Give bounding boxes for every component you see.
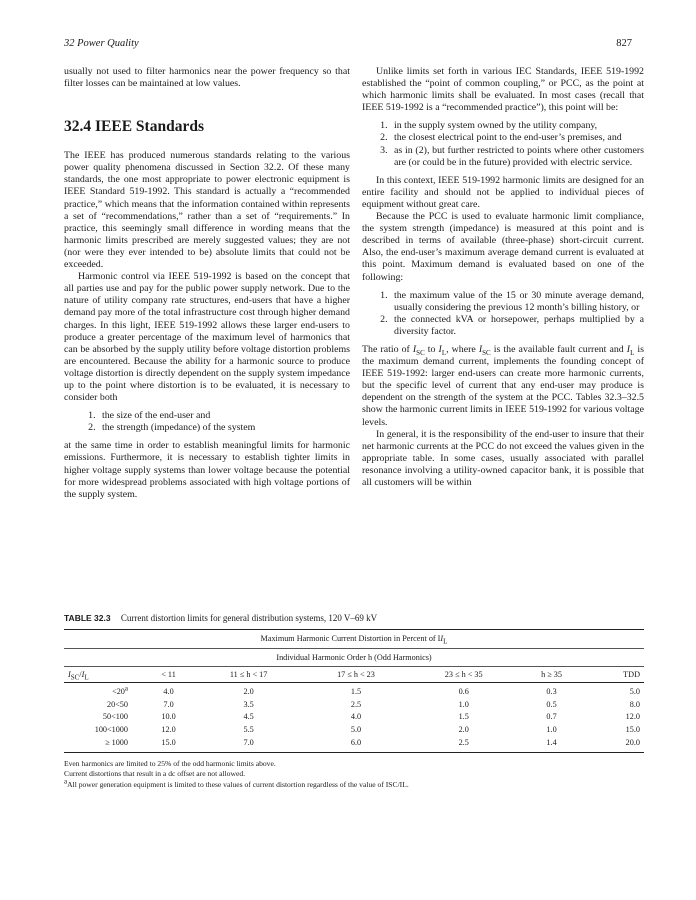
table-cell: 1.0: [546, 724, 557, 734]
column-header: h ≥ 35: [541, 670, 562, 680]
paragraph: In this context, IEEE 519-1992 harmonic limits are designed for an entire facility and should not be applied to individual pieces of equipment without great care.: [362, 174, 644, 210]
paragraph: Harmonic control via IEEE 519-1992 is based on the concept that all parties use and pay for the public power supply network. Due to the nature of utility company rate structures, end-users that have a higher demand pay more of the total infrastructure cost through higher demand charges. In this light, IEEE 519-1992 allows these larger end-users to produce a greater percentage of the maximum level of harmonics that can be absorbed by the supply utility before voltage distortion problems are encountered. Because the ability for a harmonic source to produce voltage distortion is directly dependent on the supply system impedance up to the point where distortion is to be evaluated, it is necessary to consider both: [64, 271, 350, 404]
column-header: 17 ≤ h < 23: [337, 670, 375, 680]
paragraph-intro: usually not used to filter harmonics near the power frequency so that filter losses can be maintained at low values.: [64, 66, 350, 90]
column-header: < 11: [161, 670, 176, 680]
table-row: [64, 711, 644, 724]
table-cell: 0.5: [546, 699, 557, 709]
column-header: TDD: [623, 670, 640, 680]
table-note: Even harmonics are limited to 25% of the odd harmonic limits above.: [64, 759, 276, 769]
table-cell: 0.6: [458, 687, 469, 697]
table-cell: 8.0: [629, 699, 640, 709]
paragraph: Because the PCC is used to evaluate harmonic limit compliance, the system strength (impedance) is measured at this point and is described in terms of available (three-phase) short-circuit current. Also, the end-user’s maximum average demand current is evaluated at this point. Maximum demand is evaluated based on one of the following:: [362, 211, 644, 283]
table-32-3: [64, 613, 644, 790]
table-span-header-harmonic-order: Individual Harmonic Order h (Odd Harmonics): [276, 652, 432, 662]
table-cell: 4.5: [243, 712, 254, 722]
column-header: $I_{SC}/I_L$: [68, 670, 89, 682]
table-cell: 15.0: [625, 724, 640, 734]
table-cell: 7.0: [163, 699, 174, 709]
numbered-list: [64, 410, 350, 434]
table-cell: 1.4: [546, 737, 557, 747]
table-caption-text: Current distortion limits for general distribution systems, 120 V–69 kV: [120, 613, 378, 623]
table-span-header: Maximum Harmonic Current Distortion in Percent of $II_L$: [260, 634, 448, 646]
left-column: [64, 66, 350, 501]
paragraph: Unlike limits set forth in various IEC Standards, IEEE 519-1992 established the “point of common coupling,” or PCC, as the point at which harmonic limits shall be evaluated. In most cases (recall that IEEE 519-1992 is a “recommended practice”), this point will be:: [362, 66, 644, 114]
list-item: 1. the maximum value of the 15 or 30 minute average demand, usually considering the previous 12 month’s billing history, or: [390, 290, 644, 314]
table-cell-ratio: 50<100: [102, 712, 128, 722]
table-cell: 2.5: [350, 699, 362, 709]
table-body: [64, 683, 644, 753]
paragraph-ratio: The ratio of $I_{SC}$ to $I_L$, where $I_{SC}$ is the available fault current and $I_L$ is the maximum demand current, implements the founding concept of IEEE 519-1992: larger end-users can create more harmonic currents, but the specific level of current that any end-user may produce is dependent on the strength of the system at the PCC. Tables 32.3–32.5 show the harmonic current limits in IEEE 519-1992 for various voltage levels.: [362, 343, 645, 428]
paragraph: In general, it is the responsibility of the end-user to insure that their net harmonic currents at the PCC do not exceed the values given in the appropriate table. In some cases, usually associated with parallel resonance involving a utility-owned capacitor bank, it is possible that all customers will be within: [362, 428, 644, 488]
table-cell-ratio: 20<50: [107, 699, 128, 709]
table-column-headers: [64, 667, 644, 683]
table-cell: 0.3: [546, 687, 557, 697]
list-item: 1. the size of the end-user and: [98, 410, 350, 422]
table-cell: 5.5: [243, 724, 254, 734]
table-cell: 1.0: [458, 699, 469, 709]
list-item: 2. the connected kVA or horsepower, perhaps multiplied by a diversity factor.: [390, 314, 644, 338]
table-row: [64, 683, 644, 699]
numbered-list: [362, 290, 644, 338]
table-cell-ratio: 100<1000: [94, 724, 128, 734]
table-cell: 1.5: [350, 687, 362, 697]
distortion-limits-table: [64, 629, 644, 753]
list-item: 2. the strength (impedance) of the system: [98, 422, 350, 434]
table-cell-ratio: ≥ 1000: [105, 737, 128, 747]
table-cell: 12.0: [625, 712, 640, 722]
table-cell: 10.0: [161, 712, 176, 722]
table-cell: 20.0: [625, 737, 640, 747]
table-row: [64, 737, 644, 753]
paragraph: The IEEE has produced numerous standards relating to the various power quality phenomena discussed in Section 32.2. Of these many standards, the one most appropriate to power electronic equipment is IEEE Standard 519-1992. This standard is actually a “recommended practice,” which means that the information contained within represents a set of “recommendations,” rather than a set of “requirements.” In practice, this seemingly small difference in wording means that the harmonic limits prescribed are merely suggested values; they are not (nor were they ever intended to be) absolute limits that could not be exceeded.: [64, 150, 350, 271]
table-cell-ratio: $<20^a$: [112, 684, 128, 697]
table-cell: 0.7: [546, 712, 557, 722]
column-header: 11 ≤ h < 17: [229, 670, 268, 680]
right-column: [362, 66, 644, 489]
numbered-list: [362, 120, 644, 168]
table-cell: 2.0: [458, 724, 469, 734]
running-title: 32 Power Quality: [64, 38, 139, 49]
table-cell: 7.0: [243, 737, 254, 747]
table-cell: 1.5: [458, 712, 469, 722]
table-caption: [64, 613, 644, 623]
table-notes: [64, 759, 644, 790]
list-item: 1. in the supply system owned by the utility company,: [390, 120, 644, 132]
table-cell: 12.0: [161, 724, 176, 734]
table-label: TABLE 32.3: [64, 613, 111, 623]
list-item: 2. the closest electrical point to the end-user’s premises, and: [390, 132, 644, 144]
table-note: Current distortions that result in a dc offset are not allowed.: [64, 769, 246, 779]
table-cell: 2.0: [243, 687, 254, 697]
page-number: 827: [616, 38, 632, 49]
section-heading: 32.4 IEEE Standards: [64, 118, 204, 136]
table-cell: 5.0: [350, 724, 362, 734]
table-cell: 4.0: [163, 687, 174, 697]
paragraph: at the same time in order to establish meaningful limits for harmonic emissions. Furthermore, it is necessary to establish tighter limits in higher voltage supply systems than lower voltage because the potential for more widespread problems associated with high voltage portions of the supply system.: [64, 440, 350, 500]
table-row: [64, 724, 644, 737]
table-cell: 4.0: [350, 712, 362, 722]
table-cell: 15.0: [161, 737, 176, 747]
page-header: [64, 38, 632, 52]
table-cell: 6.0: [350, 737, 362, 747]
table-cell: 5.0: [629, 687, 640, 697]
column-header: 23 ≤ h < 35: [444, 670, 483, 680]
table-cell: 3.5: [243, 699, 254, 709]
list-item: 3. as in (2), but further restricted to points where other customers are (or could be in the future) provided with electric service.: [390, 145, 644, 169]
table-footnote: $^a$All power generation equipment is limited to these values of current distortion regardless of the value of ISC/IL.: [64, 777, 409, 789]
table-row: [64, 699, 644, 712]
table-cell: 2.5: [458, 737, 469, 747]
